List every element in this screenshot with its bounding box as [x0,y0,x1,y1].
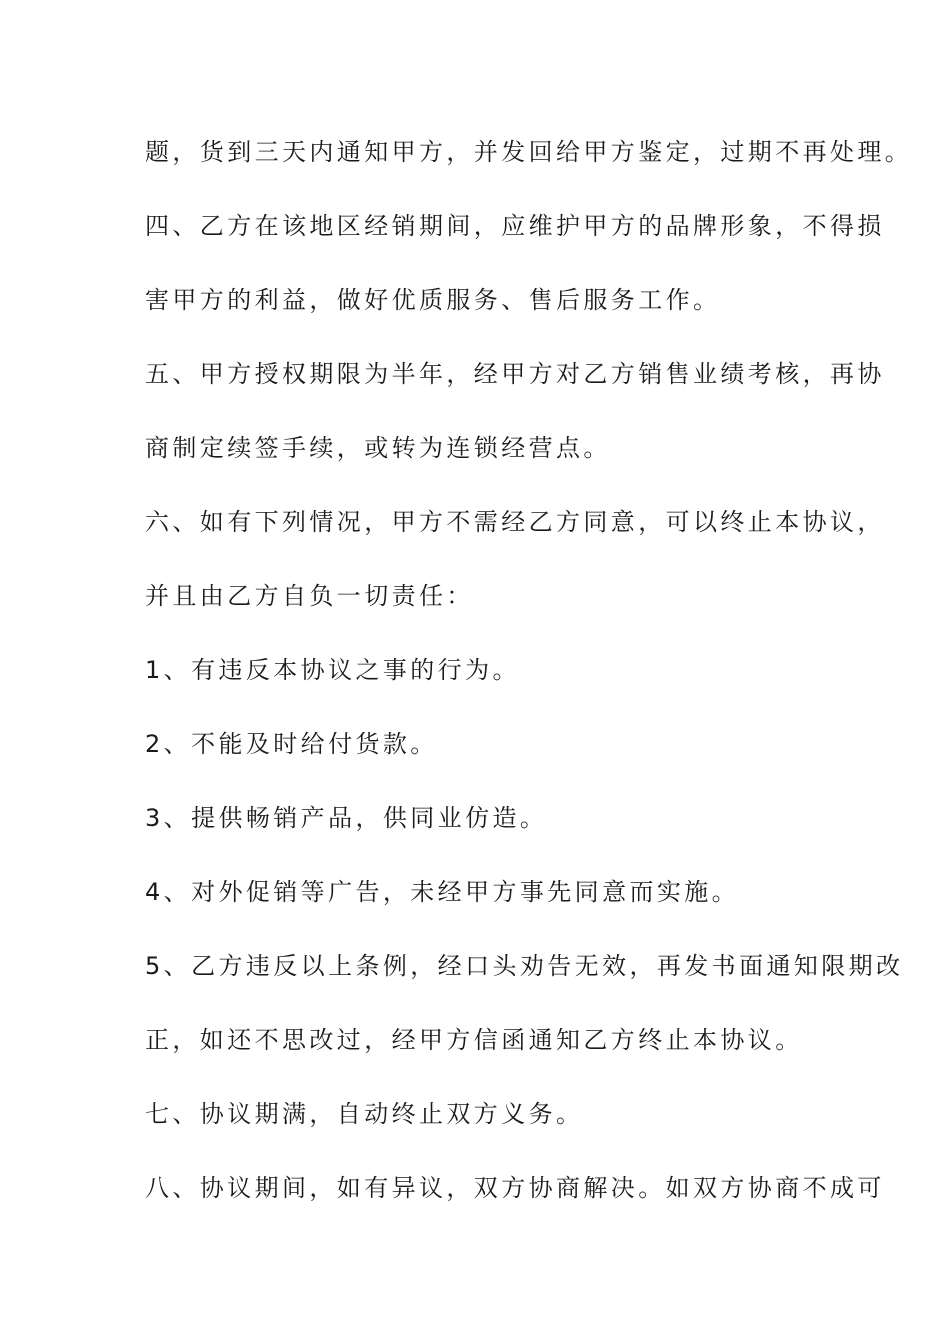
text-line: 题，货到三天内通知甲方，并发回给甲方鉴定，过期不再处理。 [145,138,913,166]
text-line: 正，如还不思改过，经甲方信函通知乙方终止本协议。 [145,1026,803,1054]
text-line: 五、甲方授权期限为半年，经甲方对乙方销售业绩考核，再协 [145,360,885,388]
text-line: 2、不能及时给付货款。 [145,730,438,758]
text-line: 八、协议期间，如有异议，双方协商解决。如双方协商不成可 [145,1174,885,1202]
text-line: 四、乙方在该地区经销期间，应维护甲方的品牌形象，不得损 [145,212,885,240]
text-line: 并且由乙方自负一切责任： [145,582,474,610]
text-line: 5、乙方违反以上条例，经口头劝告无效，再发书面通知限期改 [145,952,904,980]
document-body [145,128,913,1238]
text-line: 商制定续签手续，或转为连锁经营点。 [145,434,611,462]
text-line: 六、如有下列情况，甲方不需经乙方同意，可以终止本协议， [145,508,885,536]
text-line: 害甲方的利益，做好优质服务、售后服务工作。 [145,286,721,314]
text-line: 七、协议期满，自动终止双方义务。 [145,1100,584,1128]
text-line: 4、对外促销等广告，未经甲方事先同意而实施。 [145,878,740,906]
text-line: 3、提供畅销产品，供同业仿造。 [145,804,548,832]
text-line: 1、有违反本协议之事的行为。 [145,656,520,684]
